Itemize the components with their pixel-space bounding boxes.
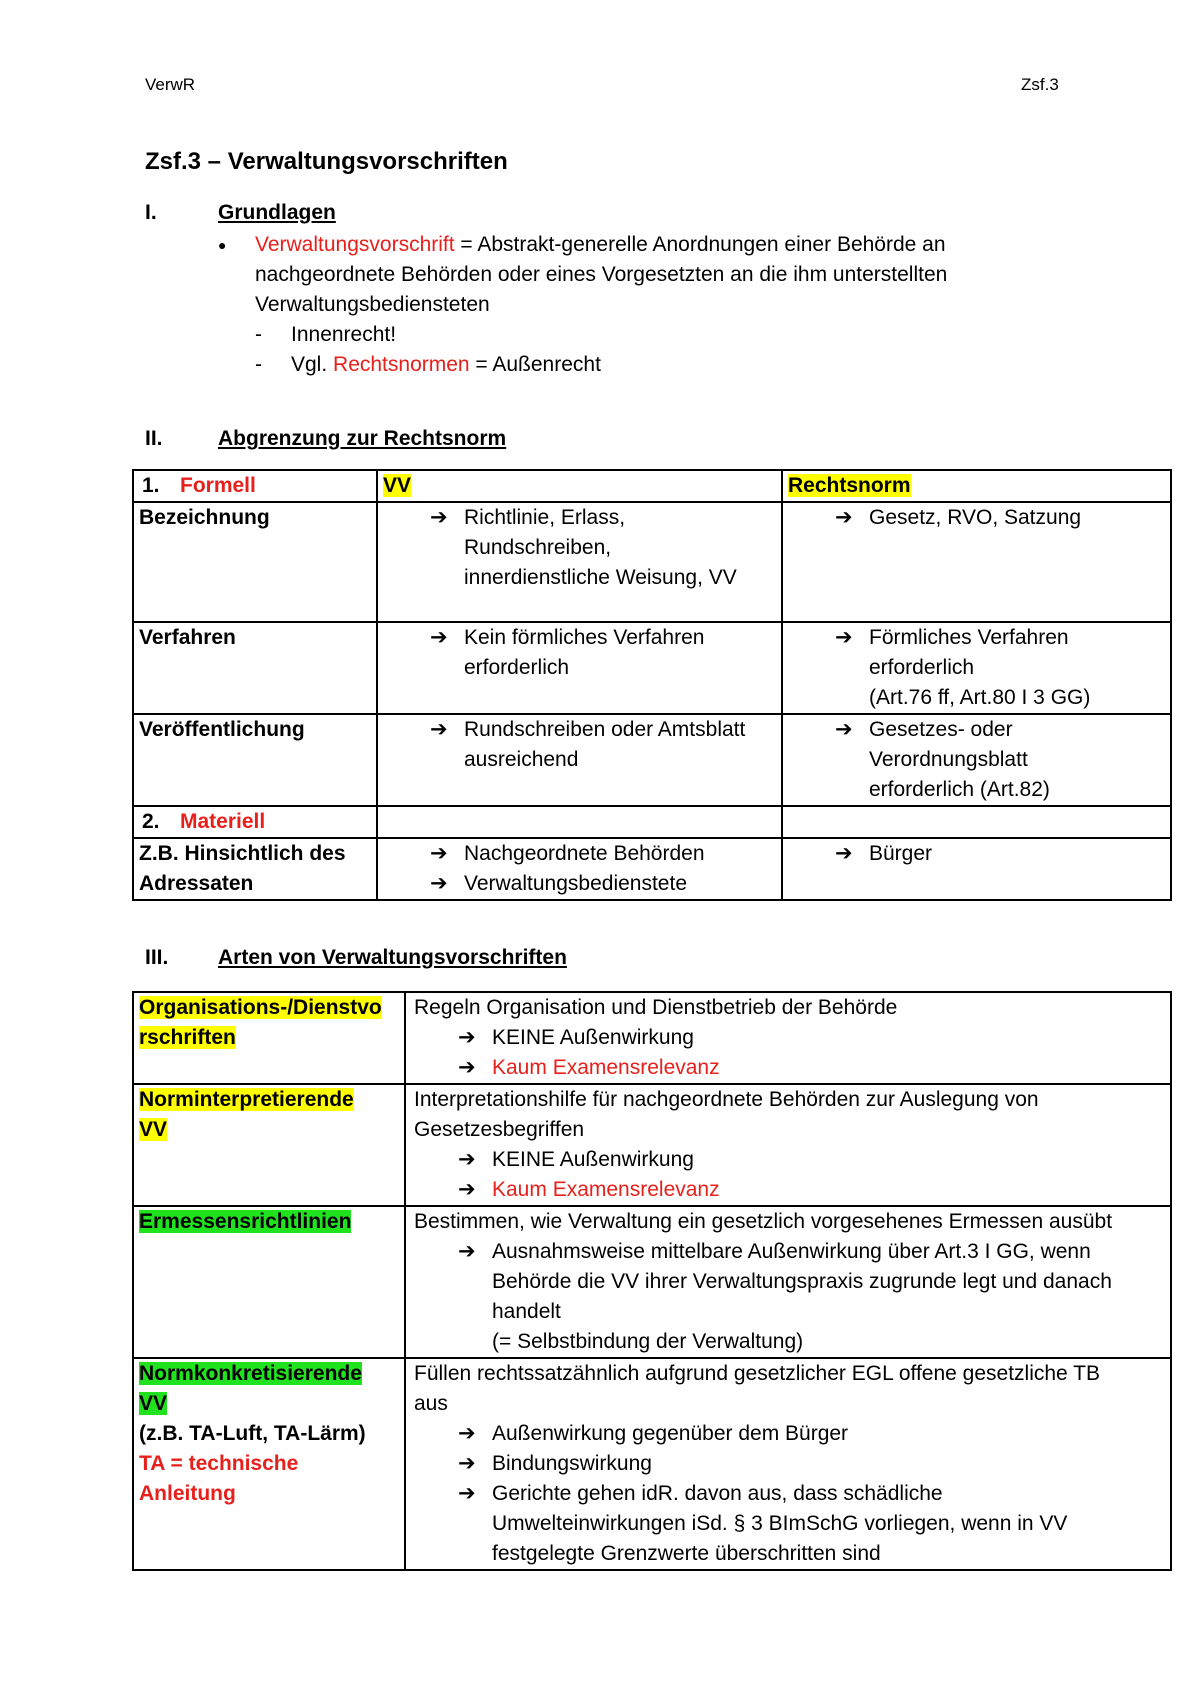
arrow-icon: ➔ [430, 842, 448, 865]
arrow-icon: ➔ [430, 872, 448, 895]
line: (Art.76 ff, Art.80 I 3 GG) [869, 686, 1091, 709]
row-label [133, 838, 377, 900]
line: Rundschreiben oder Amtsblatt [464, 718, 746, 741]
desc-text: KEINE Außenwirkung [492, 1026, 694, 1049]
arrow-icon: ➔ [430, 718, 448, 741]
dash-text: = Außenrecht [469, 353, 601, 376]
section-1-heading [145, 198, 336, 228]
line: Ausnahmsweise mittelbare Außenwirkung über Art.3 I GG, wenn [492, 1240, 1091, 1263]
row-label: Bezeichnung [133, 502, 377, 622]
line: Gerichte gehen idR. davon aus, dass schädliche [492, 1482, 943, 1505]
line: VV [139, 1118, 168, 1141]
line: Normkonkretisierende [139, 1362, 362, 1385]
dash-item [218, 350, 1038, 380]
arrow-icon: ➔ [458, 1026, 476, 1049]
section-3-heading [145, 943, 567, 973]
materiell-label [133, 806, 377, 838]
vv-cell [377, 838, 782, 900]
line: erforderlich [464, 656, 570, 679]
rn-header-text: Rechtsnorm [788, 474, 911, 497]
cell-text [464, 623, 704, 683]
arrow-icon: ➔ [458, 1422, 476, 1445]
desc-text: Außenwirkung gegenüber dem Bürger [492, 1422, 849, 1445]
vv-header-text: VV [383, 474, 412, 497]
dash-text: Vgl. [291, 353, 334, 376]
section-number: II. [145, 427, 163, 450]
line: Verordnungsblatt [869, 748, 1028, 771]
desc-text: Kaum Examensrelevanz [492, 1178, 720, 1201]
arrow-icon: ➔ [458, 1148, 476, 1171]
line: Ermessensrichtlinien [139, 1210, 352, 1233]
section-number: I. [145, 201, 157, 224]
desc-text: aus [414, 1392, 448, 1415]
row-label: Verfahren [133, 622, 377, 714]
desc-text: KEINE Außenwirkung [492, 1148, 694, 1171]
desc-text [492, 1237, 1112, 1357]
line: Organisations-/Dienstvo [139, 996, 382, 1019]
bullet-text: Verwaltungsbediensteten [255, 293, 490, 316]
cell-text: Bürger [869, 842, 933, 865]
empty-cell [782, 806, 1171, 838]
desc-text: Bestimmen, wie Verwaltung ein gesetzlich vorgesehenes Ermessen ausübt [414, 1210, 1113, 1233]
comparison-table [132, 469, 1172, 901]
col-rn-header [782, 470, 1171, 502]
row-label: Veröffentlichung [133, 714, 377, 806]
row-number: 2. [142, 810, 160, 833]
desc-text [492, 1479, 1067, 1569]
type-label [133, 992, 405, 1084]
table-row [133, 1206, 1171, 1358]
line: innerdienstliche Weisung, VV [464, 566, 737, 589]
line: Z.B. Hinsichtlich des [139, 842, 346, 865]
cell-text [869, 715, 1050, 805]
bullet-item [218, 230, 1038, 320]
table-row [133, 838, 1171, 900]
desc-text: Regeln Organisation und Dienstbetrieb der Behörde [414, 996, 898, 1019]
term-verwaltungsvorschrift: Verwaltungsvorschrift [255, 233, 455, 256]
cell-text [464, 715, 745, 775]
type-description [405, 1358, 1171, 1570]
arrow-icon: ➔ [458, 1240, 476, 1263]
desc-text: Kaum Examensrelevanz [492, 1056, 720, 1079]
rn-cell [782, 502, 1171, 622]
desc-text: Gesetzesbegriffen [414, 1118, 585, 1141]
cell-text: Verwaltungsbedienstete [464, 872, 687, 895]
type-description [405, 1206, 1171, 1358]
line: festgelegte Grenzwerte überschritten sind [492, 1542, 881, 1565]
arrow-icon: ➔ [835, 842, 853, 865]
bullet-icon: ● [218, 237, 227, 253]
dash-text: Innenrecht! [291, 323, 397, 346]
arrow-icon: ➔ [430, 506, 448, 529]
section-title: Arten von Verwaltungsvorschriften [218, 946, 567, 969]
type-description [405, 1084, 1171, 1206]
arrow-icon: ➔ [458, 1056, 476, 1079]
line: Behörde die VV ihrer Verwaltungspraxis zugrunde legt und danach [492, 1270, 1112, 1293]
vv-cell [377, 622, 782, 714]
table-row [133, 1358, 1171, 1570]
dash-icon: - [255, 323, 262, 346]
type-label [133, 1358, 405, 1570]
section-title: Grundlagen [218, 201, 336, 224]
arrow-icon: ➔ [430, 626, 448, 649]
arrow-icon: ➔ [458, 1482, 476, 1505]
cell-text: Gesetz, RVO, Satzung [869, 506, 1082, 529]
arrow-icon: ➔ [835, 718, 853, 741]
header-left: VerwR [145, 75, 196, 94]
cell-text: Nachgeordnete Behörden [464, 842, 705, 865]
line: Richtlinie, Erlass, [464, 506, 626, 529]
dash-icon: - [255, 353, 262, 376]
line: handelt [492, 1300, 561, 1323]
section-2-heading [145, 424, 506, 454]
term-rechtsnormen: Rechtsnormen [333, 353, 470, 376]
row-number: 1. [142, 474, 160, 497]
desc-text: Interpretationshilfe für nachgeordnete Behörden zur Auslegung von [414, 1088, 1039, 1111]
line: Kein förmliches Verfahren [464, 626, 705, 649]
cell-text [869, 623, 1090, 713]
line: rschriften [139, 1026, 236, 1049]
section-1-content [218, 230, 1038, 380]
arrow-icon: ➔ [835, 626, 853, 649]
line: ausreichend [464, 748, 579, 771]
vv-cell [377, 502, 782, 622]
line: Gesetzes- oder [869, 718, 1013, 741]
formell-label [133, 470, 377, 502]
type-label [133, 1206, 405, 1358]
arrow-icon: ➔ [458, 1452, 476, 1475]
desc-text: Füllen rechtssatzähnlich aufgrund gesetzlicher EGL offene gesetzliche TB [414, 1362, 1101, 1385]
line: Rundschreiben, [464, 536, 612, 559]
table-row [133, 1084, 1171, 1206]
arrow-icon: ➔ [458, 1178, 476, 1201]
rn-cell [782, 622, 1171, 714]
line: TA = technische [139, 1452, 299, 1475]
table-row [133, 806, 1171, 838]
formell-text: Formell [180, 474, 256, 497]
section-title: Abgrenzung zur Rechtsnorm [218, 427, 507, 450]
line: Adressaten [139, 872, 254, 895]
line: Norminterpretierende [139, 1088, 354, 1111]
header-right: Zsf.3 [1021, 75, 1059, 94]
types-table [132, 991, 1172, 1571]
line: erforderlich (Art.82) [869, 778, 1050, 801]
empty-cell [377, 806, 782, 838]
rn-cell [782, 838, 1171, 900]
dash-item [218, 320, 1038, 350]
line: (= Selbstbindung der Verwaltung) [492, 1330, 804, 1353]
document-title: Zsf.3 – Verwaltungsvorschriften [145, 148, 508, 175]
line: (z.B. TA-Luft, TA-Lärm) [139, 1422, 366, 1445]
table-row [133, 502, 1171, 622]
table-row [133, 992, 1171, 1084]
cell-text [464, 503, 737, 593]
type-description [405, 992, 1171, 1084]
line: VV [139, 1392, 168, 1415]
type-label [133, 1084, 405, 1206]
line: erforderlich [869, 656, 975, 679]
col-vv-header [377, 470, 782, 502]
materiell-text: Materiell [180, 810, 266, 833]
line: Anleitung [139, 1482, 236, 1505]
table-row [133, 714, 1171, 806]
bullet-text: nachgeordnete Behörden oder eines Vorgesetzten an die ihm unterstellten [255, 263, 948, 286]
arrow-icon: ➔ [835, 506, 853, 529]
line: Förmliches Verfahren [869, 626, 1069, 649]
vv-cell [377, 714, 782, 806]
table-row [133, 470, 1171, 502]
rn-cell [782, 714, 1171, 806]
bullet-text: = Abstrakt-generelle Anordnungen einer Behörde an [454, 233, 946, 256]
line: Umwelteinwirkungen iSd. § 3 BImSchG vorliegen, wenn in VV [492, 1512, 1068, 1535]
table-row [133, 622, 1171, 714]
desc-text: Bindungswirkung [492, 1452, 652, 1475]
section-number: III. [145, 946, 169, 969]
